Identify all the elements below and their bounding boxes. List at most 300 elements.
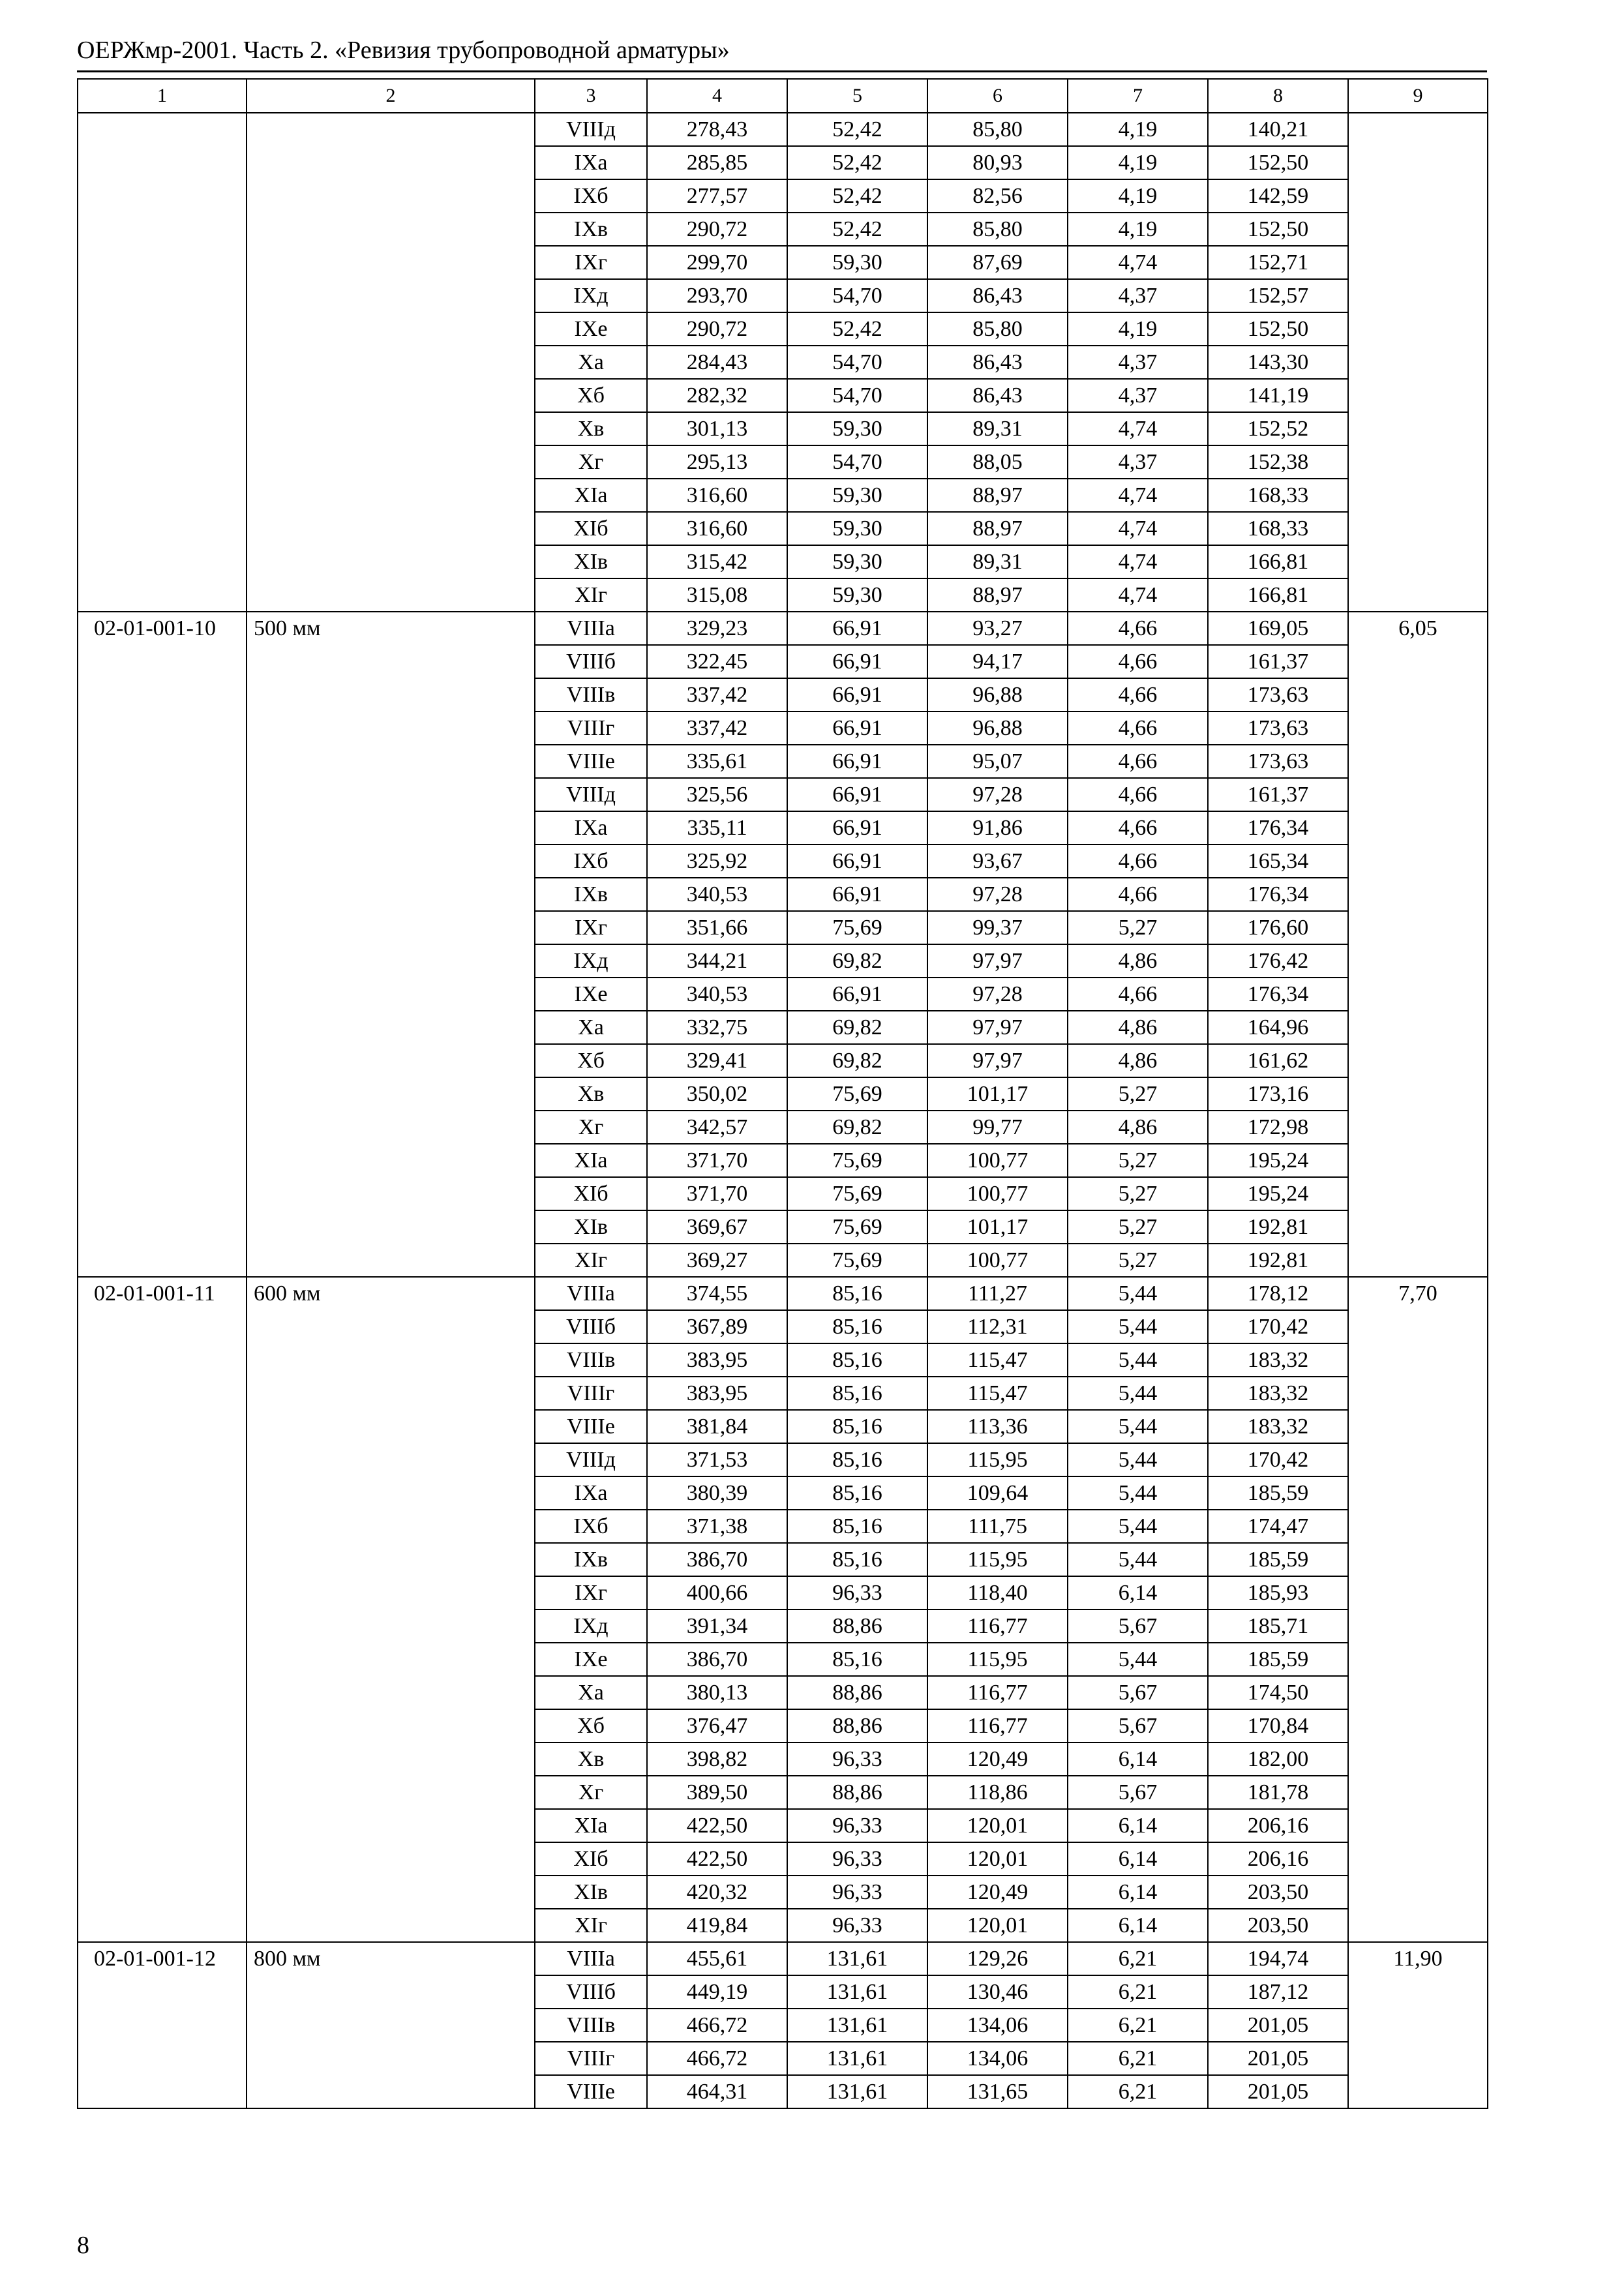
value-cell: 6,14 — [1068, 1576, 1208, 1609]
value-cell: 185,59 — [1208, 1643, 1348, 1676]
value-cell: 4,19 — [1068, 213, 1208, 246]
value-cell: 96,33 — [787, 1743, 927, 1776]
value-cell: 4,66 — [1068, 845, 1208, 878]
value-cell: 340,53 — [647, 878, 787, 911]
value-cell: 325,92 — [647, 845, 787, 878]
value-cell: 69,82 — [787, 1011, 927, 1044]
value-cell: 87,69 — [927, 246, 1068, 279]
value-cell: 176,34 — [1208, 811, 1348, 845]
category-cell: XIв — [535, 1210, 647, 1244]
value-cell: 85,16 — [787, 1343, 927, 1377]
item-code-cell — [78, 113, 247, 612]
value-cell: 75,69 — [787, 911, 927, 944]
value-cell: 111,27 — [927, 1277, 1068, 1310]
value-cell: 89,31 — [927, 412, 1068, 445]
category-cell: IXе — [535, 1643, 647, 1676]
value-cell: 381,84 — [647, 1410, 787, 1443]
value-cell: 5,27 — [1068, 1244, 1208, 1277]
value-cell: 350,02 — [647, 1077, 787, 1111]
value-cell: 88,05 — [927, 445, 1068, 479]
value-cell: 142,59 — [1208, 179, 1348, 213]
value-cell: 95,07 — [927, 745, 1068, 778]
value-cell: 96,88 — [927, 678, 1068, 711]
value-cell: 5,27 — [1068, 1177, 1208, 1210]
value-cell: 170,42 — [1208, 1310, 1348, 1343]
table-row — [78, 113, 1488, 146]
value-cell: 371,70 — [647, 1177, 787, 1210]
value-cell: 85,16 — [787, 1410, 927, 1443]
value-cell: 59,30 — [787, 512, 927, 545]
value-cell: 96,33 — [787, 1842, 927, 1876]
value-cell: 66,91 — [787, 878, 927, 911]
category-cell: VIIIг — [535, 2042, 647, 2075]
value-cell: 120,01 — [927, 1909, 1068, 1942]
value-cell: 96,33 — [787, 1876, 927, 1909]
value-cell: 75,69 — [787, 1077, 927, 1111]
value-cell: 97,28 — [927, 778, 1068, 811]
value-cell: 69,82 — [787, 1111, 927, 1144]
value-cell: 88,97 — [927, 479, 1068, 512]
value-cell: 86,43 — [927, 279, 1068, 312]
value-cell: 170,84 — [1208, 1709, 1348, 1743]
value-cell: 4,19 — [1068, 312, 1208, 346]
value-cell: 52,42 — [787, 146, 927, 179]
value-cell: 111,75 — [927, 1510, 1068, 1543]
value-cell: 201,05 — [1208, 2009, 1348, 2042]
value-cell: 316,60 — [647, 479, 787, 512]
value-cell: 88,97 — [927, 512, 1068, 545]
value-cell: 52,42 — [787, 312, 927, 346]
value-cell: 161,62 — [1208, 1044, 1348, 1077]
value-cell: 66,91 — [787, 678, 927, 711]
value-cell: 284,43 — [647, 346, 787, 379]
value-cell: 91,86 — [927, 811, 1068, 845]
value-cell: 94,17 — [927, 645, 1068, 678]
value-cell: 66,91 — [787, 645, 927, 678]
value-cell: 59,30 — [787, 578, 927, 612]
value-cell: 113,36 — [927, 1410, 1068, 1443]
value-cell: 59,30 — [787, 545, 927, 578]
category-cell: VIIIа — [535, 1277, 647, 1310]
value-cell: 351,66 — [647, 911, 787, 944]
value-cell: 420,32 — [647, 1876, 787, 1909]
value-cell: 4,74 — [1068, 512, 1208, 545]
value-cell: 165,34 — [1208, 845, 1348, 878]
value-cell: 295,13 — [647, 445, 787, 479]
value-cell: 277,57 — [647, 179, 787, 213]
value-cell: 335,61 — [647, 745, 787, 778]
category-cell: Xа — [535, 1676, 647, 1709]
value-cell: 174,47 — [1208, 1510, 1348, 1543]
category-cell: IXд — [535, 944, 647, 978]
value-cell: 398,82 — [647, 1743, 787, 1776]
value-cell: 88,86 — [787, 1676, 927, 1709]
value-cell: 449,19 — [647, 1975, 787, 2009]
column-header-9: 9 — [1348, 79, 1488, 113]
value-cell: 187,12 — [1208, 1975, 1348, 2009]
value-cell: 182,00 — [1208, 1743, 1348, 1776]
value-cell: 6,14 — [1068, 1842, 1208, 1876]
category-cell: XIб — [535, 1177, 647, 1210]
value-cell: 380,39 — [647, 1476, 787, 1510]
value-cell: 5,27 — [1068, 1144, 1208, 1177]
value-cell: 173,63 — [1208, 678, 1348, 711]
value-cell: 100,77 — [927, 1177, 1068, 1210]
value-cell: 282,32 — [647, 379, 787, 412]
value-cell: 75,69 — [787, 1244, 927, 1277]
value-cell: 340,53 — [647, 978, 787, 1011]
value-cell: 4,66 — [1068, 778, 1208, 811]
value-cell: 97,28 — [927, 978, 1068, 1011]
value-cell: 141,19 — [1208, 379, 1348, 412]
value-cell: 337,42 — [647, 678, 787, 711]
value-cell: 5,44 — [1068, 1410, 1208, 1443]
value-cell: 285,85 — [647, 146, 787, 179]
value-cell: 115,47 — [927, 1377, 1068, 1410]
value-cell: 96,33 — [787, 1576, 927, 1609]
value-cell: 75,69 — [787, 1144, 927, 1177]
value-cell: 183,32 — [1208, 1343, 1348, 1377]
category-cell: VIIIе — [535, 2075, 647, 2108]
value-cell: 93,67 — [927, 845, 1068, 878]
value-cell: 66,91 — [787, 745, 927, 778]
category-cell: IXб — [535, 845, 647, 878]
value-cell: 152,57 — [1208, 279, 1348, 312]
value-cell: 143,30 — [1208, 346, 1348, 379]
value-cell: 52,42 — [787, 179, 927, 213]
value-cell: 422,50 — [647, 1842, 787, 1876]
category-cell: VIIIд — [535, 778, 647, 811]
value-cell: 169,05 — [1208, 612, 1348, 645]
value-cell: 5,44 — [1068, 1377, 1208, 1410]
header-divider — [77, 70, 1487, 72]
value-cell: 85,16 — [787, 1510, 927, 1543]
value-cell: 66,91 — [787, 711, 927, 745]
value-cell: 203,50 — [1208, 1876, 1348, 1909]
category-cell: VIIIд — [535, 1443, 647, 1476]
column-header-2: 2 — [247, 79, 535, 113]
column-header-3: 3 — [535, 79, 647, 113]
value-cell: 6,21 — [1068, 2075, 1208, 2108]
category-cell: VIIIа — [535, 1942, 647, 1975]
value-cell: 5,27 — [1068, 1210, 1208, 1244]
value-cell: 88,97 — [927, 578, 1068, 612]
value-cell: 59,30 — [787, 246, 927, 279]
category-cell: Xб — [535, 1709, 647, 1743]
value-cell: 129,26 — [927, 1942, 1068, 1975]
value-cell: 116,77 — [927, 1676, 1068, 1709]
page-number: 8 — [77, 2232, 89, 2259]
category-cell: XIа — [535, 479, 647, 512]
table-header-row — [78, 79, 1488, 113]
column-header-5: 5 — [787, 79, 927, 113]
value-cell: 173,16 — [1208, 1077, 1348, 1111]
item-name-cell: 500 мм — [247, 612, 535, 1277]
value-cell: 6,21 — [1068, 2042, 1208, 2075]
value-cell: 173,63 — [1208, 711, 1348, 745]
value-cell: 4,86 — [1068, 1011, 1208, 1044]
value-cell: 391,34 — [647, 1609, 787, 1643]
category-cell: IXв — [535, 1543, 647, 1576]
value-cell: 120,49 — [927, 1743, 1068, 1776]
category-cell: VIIIд — [535, 113, 647, 146]
value-cell: 185,59 — [1208, 1543, 1348, 1576]
value-cell: 100,77 — [927, 1144, 1068, 1177]
category-cell: Xв — [535, 1743, 647, 1776]
value-cell: 337,42 — [647, 711, 787, 745]
value-cell: 4,86 — [1068, 944, 1208, 978]
value-cell: 342,57 — [647, 1111, 787, 1144]
value-cell: 178,12 — [1208, 1277, 1348, 1310]
category-cell: Xв — [535, 412, 647, 445]
category-cell: IXг — [535, 246, 647, 279]
value-cell: 131,61 — [787, 2075, 927, 2108]
value-cell: 85,80 — [927, 312, 1068, 346]
category-cell: Xг — [535, 1111, 647, 1144]
category-cell: IXа — [535, 146, 647, 179]
value-cell: 4,37 — [1068, 346, 1208, 379]
value-cell: 115,95 — [927, 1543, 1068, 1576]
value-cell: 176,34 — [1208, 978, 1348, 1011]
value-cell: 344,21 — [647, 944, 787, 978]
category-cell: IXе — [535, 312, 647, 346]
value-cell: 383,95 — [647, 1343, 787, 1377]
table-row — [78, 1277, 1488, 1310]
value-cell: 4,66 — [1068, 645, 1208, 678]
value-cell: 4,66 — [1068, 745, 1208, 778]
value-cell: 325,56 — [647, 778, 787, 811]
value-cell: 4,19 — [1068, 146, 1208, 179]
category-cell: IXа — [535, 1476, 647, 1510]
value-cell: 54,70 — [787, 279, 927, 312]
value-cell: 335,11 — [647, 811, 787, 845]
item-code-cell: 02-01-001-11 — [78, 1277, 247, 1942]
value-cell: 203,50 — [1208, 1909, 1348, 1942]
value-cell: 5,44 — [1068, 1443, 1208, 1476]
value-cell: 4,37 — [1068, 379, 1208, 412]
category-cell: Xа — [535, 346, 647, 379]
value-cell: 115,95 — [927, 1443, 1068, 1476]
value-cell: 161,37 — [1208, 778, 1348, 811]
value-cell: 290,72 — [647, 312, 787, 346]
value-cell: 152,38 — [1208, 445, 1348, 479]
value-cell: 6,14 — [1068, 1809, 1208, 1842]
value-cell: 369,27 — [647, 1244, 787, 1277]
price-table — [77, 78, 1488, 2109]
value-cell: 131,65 — [927, 2075, 1068, 2108]
value-cell: 6,14 — [1068, 1909, 1208, 1942]
value-cell: 466,72 — [647, 2009, 787, 2042]
column-header-1: 1 — [78, 79, 247, 113]
category-cell: Xа — [535, 1011, 647, 1044]
value-cell: 85,16 — [787, 1443, 927, 1476]
value-cell: 172,98 — [1208, 1111, 1348, 1144]
value-cell: 166,81 — [1208, 545, 1348, 578]
value-cell: 59,30 — [787, 412, 927, 445]
value-cell: 419,84 — [647, 1909, 787, 1942]
value-cell: 4,66 — [1068, 978, 1208, 1011]
category-cell: Xв — [535, 1077, 647, 1111]
value-cell: 99,37 — [927, 911, 1068, 944]
value-cell: 5,67 — [1068, 1709, 1208, 1743]
value-cell: 4,37 — [1068, 279, 1208, 312]
value-cell: 52,42 — [787, 113, 927, 146]
value-cell: 6,21 — [1068, 1975, 1208, 2009]
value-cell: 4,74 — [1068, 545, 1208, 578]
value-cell: 374,55 — [647, 1277, 787, 1310]
value-cell: 131,61 — [787, 2009, 927, 2042]
value-cell: 85,80 — [927, 213, 1068, 246]
value-cell: 4,74 — [1068, 479, 1208, 512]
value-cell: 66,91 — [787, 978, 927, 1011]
category-cell: VIIIв — [535, 2009, 647, 2042]
value-cell: 5,44 — [1068, 1277, 1208, 1310]
value-cell: 315,08 — [647, 578, 787, 612]
value-cell: 195,24 — [1208, 1177, 1348, 1210]
value-cell: 86,43 — [927, 379, 1068, 412]
value-cell: 115,95 — [927, 1643, 1068, 1676]
value-cell: 120,01 — [927, 1842, 1068, 1876]
value-cell: 185,59 — [1208, 1476, 1348, 1510]
value-cell: 168,33 — [1208, 512, 1348, 545]
category-cell: IXе — [535, 978, 647, 1011]
value-cell: 176,42 — [1208, 944, 1348, 978]
value-cell: 115,47 — [927, 1343, 1068, 1377]
value-cell: 66,91 — [787, 811, 927, 845]
item-name-cell: 600 мм — [247, 1277, 535, 1942]
value-cell: 181,78 — [1208, 1776, 1348, 1809]
value-cell: 5,44 — [1068, 1510, 1208, 1543]
value-cell: 5,67 — [1068, 1676, 1208, 1709]
category-cell: IXг — [535, 911, 647, 944]
value-cell: 88,86 — [787, 1776, 927, 1809]
value-cell: 386,70 — [647, 1643, 787, 1676]
category-cell: VIIIв — [535, 678, 647, 711]
value-cell: 6,21 — [1068, 2009, 1208, 2042]
category-cell: XIв — [535, 545, 647, 578]
value-cell: 367,89 — [647, 1310, 787, 1343]
value-cell: 93,27 — [927, 612, 1068, 645]
value-cell: 89,31 — [927, 545, 1068, 578]
value-cell: 194,74 — [1208, 1942, 1348, 1975]
value-cell: 185,71 — [1208, 1609, 1348, 1643]
labor-cost-cell: 11,90 — [1348, 1942, 1488, 2108]
value-cell: 82,56 — [927, 179, 1068, 213]
value-cell: 192,81 — [1208, 1244, 1348, 1277]
value-cell: 80,93 — [927, 146, 1068, 179]
page-header: ОЕРЖмр-2001. Часть 2. «Ревизия трубопроводной арматуры» — [77, 37, 730, 64]
value-cell: 301,13 — [647, 412, 787, 445]
category-cell: XIг — [535, 578, 647, 612]
labor-cost-cell: 6,05 — [1348, 612, 1488, 1277]
item-name-cell: 800 мм — [247, 1942, 535, 2108]
value-cell: 5,44 — [1068, 1476, 1208, 1510]
value-cell: 96,33 — [787, 1809, 927, 1842]
category-cell: VIIIб — [535, 1975, 647, 2009]
category-cell: XIг — [535, 1909, 647, 1942]
category-cell: XIб — [535, 512, 647, 545]
value-cell: 54,70 — [787, 379, 927, 412]
value-cell: 109,64 — [927, 1476, 1068, 1510]
value-cell: 455,61 — [647, 1942, 787, 1975]
value-cell: 371,53 — [647, 1443, 787, 1476]
value-cell: 386,70 — [647, 1543, 787, 1576]
value-cell: 131,61 — [787, 1942, 927, 1975]
category-cell: IXа — [535, 811, 647, 845]
value-cell: 201,05 — [1208, 2042, 1348, 2075]
value-cell: 75,69 — [787, 1177, 927, 1210]
value-cell: 85,80 — [927, 113, 1068, 146]
value-cell: 206,16 — [1208, 1842, 1348, 1876]
value-cell: 101,17 — [927, 1210, 1068, 1244]
table-row — [78, 612, 1488, 645]
value-cell: 112,31 — [927, 1310, 1068, 1343]
column-header-4: 4 — [647, 79, 787, 113]
value-cell: 174,50 — [1208, 1676, 1348, 1709]
value-cell: 380,13 — [647, 1676, 787, 1709]
value-cell: 97,97 — [927, 944, 1068, 978]
value-cell: 99,77 — [927, 1111, 1068, 1144]
value-cell: 183,32 — [1208, 1377, 1348, 1410]
labor-cost-cell: 7,70 — [1348, 1277, 1488, 1942]
value-cell: 332,75 — [647, 1011, 787, 1044]
value-cell: 464,31 — [647, 2075, 787, 2108]
category-cell: IXб — [535, 1510, 647, 1543]
value-cell: 4,66 — [1068, 711, 1208, 745]
value-cell: 152,50 — [1208, 312, 1348, 346]
value-cell: 69,82 — [787, 1044, 927, 1077]
category-cell: IXб — [535, 179, 647, 213]
value-cell: 96,88 — [927, 711, 1068, 745]
value-cell: 5,44 — [1068, 1343, 1208, 1377]
value-cell: 183,32 — [1208, 1410, 1348, 1443]
value-cell: 130,46 — [927, 1975, 1068, 2009]
value-cell: 59,30 — [787, 479, 927, 512]
value-cell: 5,44 — [1068, 1310, 1208, 1343]
category-cell: Xг — [535, 445, 647, 479]
value-cell: 278,43 — [647, 113, 787, 146]
value-cell: 290,72 — [647, 213, 787, 246]
value-cell: 5,44 — [1068, 1643, 1208, 1676]
value-cell: 4,19 — [1068, 113, 1208, 146]
value-cell: 166,81 — [1208, 578, 1348, 612]
value-cell: 131,61 — [787, 1975, 927, 2009]
value-cell: 4,66 — [1068, 878, 1208, 911]
value-cell: 185,93 — [1208, 1576, 1348, 1609]
labor-cost-cell — [1348, 113, 1488, 612]
value-cell: 118,86 — [927, 1776, 1068, 1809]
value-cell: 4,19 — [1068, 179, 1208, 213]
value-cell: 369,67 — [647, 1210, 787, 1244]
value-cell: 152,52 — [1208, 412, 1348, 445]
value-cell: 85,16 — [787, 1476, 927, 1510]
value-cell: 4,66 — [1068, 612, 1208, 645]
column-header-7: 7 — [1068, 79, 1208, 113]
value-cell: 5,27 — [1068, 1077, 1208, 1111]
value-cell: 164,96 — [1208, 1011, 1348, 1044]
value-cell: 195,24 — [1208, 1144, 1348, 1177]
category-cell: VIIIе — [535, 1410, 647, 1443]
value-cell: 201,05 — [1208, 2075, 1348, 2108]
value-cell: 85,16 — [787, 1377, 927, 1410]
value-cell: 120,49 — [927, 1876, 1068, 1909]
value-cell: 66,91 — [787, 778, 927, 811]
category-cell: IXв — [535, 878, 647, 911]
value-cell: 168,33 — [1208, 479, 1348, 512]
value-cell: 6,21 — [1068, 1942, 1208, 1975]
value-cell: 134,06 — [927, 2042, 1068, 2075]
value-cell: 5,27 — [1068, 911, 1208, 944]
